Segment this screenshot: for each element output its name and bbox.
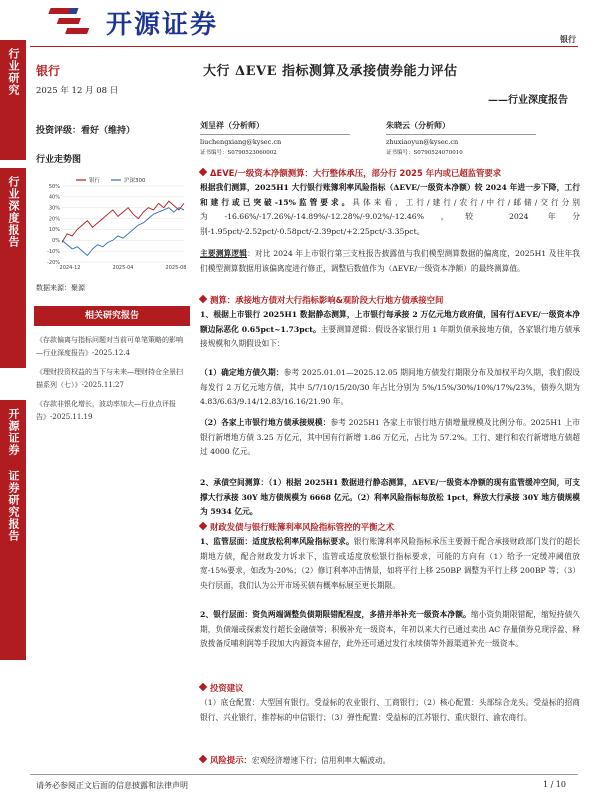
page-subtitle: ——行业深度报告 — [488, 95, 568, 106]
y-tick-label: 50% — [48, 183, 60, 190]
para-text: 参考 2025H1 各家上市银行地方债增量规模及比例分布。2025H1 上市银行新增地方债 3.25 万亿元，其中国有行新增 1.86 万亿元，占比为 57.2%。工行、建行和农行新增地方债超过 4000 亿元。 — [200, 418, 580, 457]
y-tick-label: -20% — [47, 259, 60, 266]
section-para — [200, 696, 580, 725]
sidebar-rating: 投资评级：看好（维持） — [36, 126, 136, 136]
legend-hs300: 沪深300 — [124, 178, 146, 184]
section-title: 测算：承接地方债对大行指标影响&观阶段大行地方债承接空间 — [200, 294, 580, 306]
x-tick-label: 2025-08 — [165, 265, 186, 271]
analyst-name: 刘呈祥（分析师） — [200, 121, 264, 130]
related-list — [36, 334, 188, 424]
y-tick-label: 30% — [48, 205, 60, 212]
section-title: ΔEVE/一级资本净额测算：大行整体承压，部分行 2025 年内或已超监管要求 — [200, 167, 580, 179]
section-title: 风险提示：宏观经济增速下行；信用利率大幅波动。 — [200, 754, 580, 766]
y-tick-label: 10% — [48, 227, 60, 234]
sidebar-industry: 银行 — [36, 64, 61, 78]
para-lead: （2）各家上市银行地方债承接规模： — [200, 418, 331, 427]
section-title: 投资建议 — [200, 682, 580, 694]
page-title: 大行 ΔEVE 指标测算及承接债券能力评估 — [203, 64, 458, 79]
analyst-2 — [386, 120, 536, 156]
analyst-cert: 证书编号：S0790523060002 — [200, 150, 277, 156]
footer-rule — [30, 774, 578, 775]
para-lead: 根据我们测算，2025H1 大行银行账簿利率风险指标（ΔEVE/一级资本净额）较 2024 年进一步下降，工行和建行或已突破-15%监管要求。 — [200, 183, 580, 207]
y-tick-label: 40% — [48, 194, 60, 201]
section-para — [200, 181, 580, 239]
x-tick-label: 2024-12 — [59, 265, 81, 271]
related-item[interactable]: 《存款偏离与指标问题对当前可单笔策略的影响—行业深度报告》-2025.12.4 — [36, 336, 183, 357]
header-rule — [30, 46, 578, 47]
para-lead: 1、监管层面：适度放松利率风险指标要求。 — [200, 537, 354, 546]
trend-chart — [36, 172, 186, 272]
para-text: 主要测算逻辑：假设各家银行用 1 年期负债承接地方债，各家银行地方债承接规模和久期假设如下： — [200, 324, 581, 349]
logo-text: 开源证券 — [106, 10, 219, 40]
logo-mark-icon — [48, 4, 104, 38]
related-header: 相关研究报告 — [34, 306, 190, 326]
strip-top: 行业研究 — [0, 40, 26, 160]
trend-title: 行业走势图 — [36, 155, 82, 165]
related-item[interactable]: 《理财投资权益的当下与未来—理财持仓全景扫描系列（七）》-2025.11.27 — [36, 368, 183, 389]
para-text: 具体来看，工行/建行/农行/中行/邮储/交行分别为-16.66%/-17.26%/-14.89%/-12.28%/-9.02%/-12.46%，较 2024 年分别-1.95pct/-2.52pct/-0.58pct/-2.39pct/+2.25pct/-3.35pct。 — [200, 197, 580, 236]
header-industry-tag: 银行 — [560, 35, 576, 44]
para-lead: （1）确定地方债久期： — [200, 368, 284, 377]
section-para — [200, 416, 580, 460]
logo — [48, 4, 248, 44]
sidebar-date: 2025 年 12 月 08 日 — [36, 86, 119, 96]
para-lead: 2、银行层面：资负两端调整负债期限错配程度，多措并举补充一级资本净额。 — [200, 610, 471, 619]
section-para — [200, 476, 580, 520]
y-tick-label: 20% — [48, 216, 60, 223]
section-para — [200, 247, 580, 276]
section-para — [200, 608, 580, 652]
analyst-email[interactable]: liuchengxiang@kysec.cn — [200, 138, 282, 146]
x-tick-label: 2025-04 — [112, 265, 134, 271]
strip-bottom: 开源证券 证券研究报告 — [0, 400, 26, 660]
para-lead: 1、根据上市银行 2025H1 数据静态测算，上市银行每承接 2 万亿元地方政府债，国有行ΔEVE/一级资本净额边际恶化 0.65pct~1.73pct。 — [200, 310, 580, 334]
section-para — [200, 308, 580, 352]
analyst-cert: 证书编号：S0790524070010 — [386, 150, 463, 156]
footer-disclaimer: 请务必参阅正文后面的信息披露和法律声明 — [36, 781, 188, 790]
risk-text: 宏观经济增速下行；信用利率大幅波动。 — [251, 756, 391, 765]
section-para — [200, 366, 580, 410]
section-title: 财政发债与银行账簿利率风险指标管控的平衡之术 — [200, 521, 580, 533]
analyst-1 — [200, 120, 350, 156]
section-para — [200, 535, 580, 593]
para-text: ：对比 2024 年上市银行第三支柱报告披露值与我们模型测算数据的偏离度，2025H1 及往年我们模型测算数据用该偏离度进行修正，调整后数值作为（ΔEVE/一级资本净额）的最终测算值。 — [200, 249, 580, 273]
strip-middle: 行业深度报告 — [0, 168, 26, 368]
para-lead: 2、承债空间测算：（1）根据 2025H1 数据进行静态测算，ΔEVE/一级资本净额的现有监管缓冲空间，可支撑大行承接 30Y 地方债规模为 6668 亿元。（2）利率风险指标每放松 1pct，释放大行承接 30Y 地方债规模为 5934 亿元。 — [200, 478, 580, 517]
para-text: 银行账簿利率风险指标承压主要源于配合承接财政部门发行的超长期地方债，配合财政发力诉求下，监管或适度放松银行指标要求，可能的方向有（1）给予一定缓冲阈值放宽-15%要求，如改为-20%；（2）修订利率冲击情景，如将平行上移 250BP 调整为平行上移 200BP 等；（3）央行层面，我们认为公开市场买债有概率标展至更长期限。 — [200, 537, 580, 590]
analyst-rule — [200, 134, 350, 135]
y-tick-label: 0% — [52, 238, 60, 245]
para-text: 参考 2025.01.01—2025.12.05 期间地方债发行期限分布及加权平均久期，我们假设每发行 2 万亿元地方债，其中 5/7/10/15/20/30 年占比分别为 5%/15%/30%/10%/17%/23%，债券久期为 4.83/6.63/9.14/12.83/16.16/21.90 年。 — [200, 368, 580, 407]
related-item[interactable]: 《存款非银化增长，波动率加大—行业点评报告》-2025.11.19 — [36, 400, 176, 421]
series-line-bank — [62, 201, 184, 242]
para-lead: 主要测算逻辑 — [200, 249, 248, 258]
page-number: 1 / 10 — [542, 780, 566, 789]
analyst-email[interactable]: zhuxiaoyun@kysec.cn — [386, 138, 459, 146]
y-tick-label: -10% — [47, 248, 60, 255]
para-text: 缩小资负期限错配，缩短持债久期，负债端或探索发行超长金融债等；积极补充一级资本，年初以来大行已通过卖出 AC 存量债券兑现浮盈、释放拨备反哺利润等手段加大内源资本留存，此外还可通过发行永续债等外源渠道补充一级资本。 — [200, 610, 580, 649]
legend-bank: 银行 — [89, 178, 101, 184]
analyst-name: 朱晓云（分析师） — [386, 121, 450, 130]
analyst-rule — [386, 134, 536, 135]
series-line-hs300 — [62, 208, 184, 256]
para-text: （1）底仓配置：大型国有银行。受益标的农业银行、工商银行；（2）核心配置：头部综合龙头。受益标的招商银行、兴业银行，推荐标的中信银行；（3）弹性配置：受益标的江苏银行、重庆银行、渝农商行。 — [200, 698, 580, 722]
chart-source: 数据来源：聚源 — [36, 284, 85, 292]
